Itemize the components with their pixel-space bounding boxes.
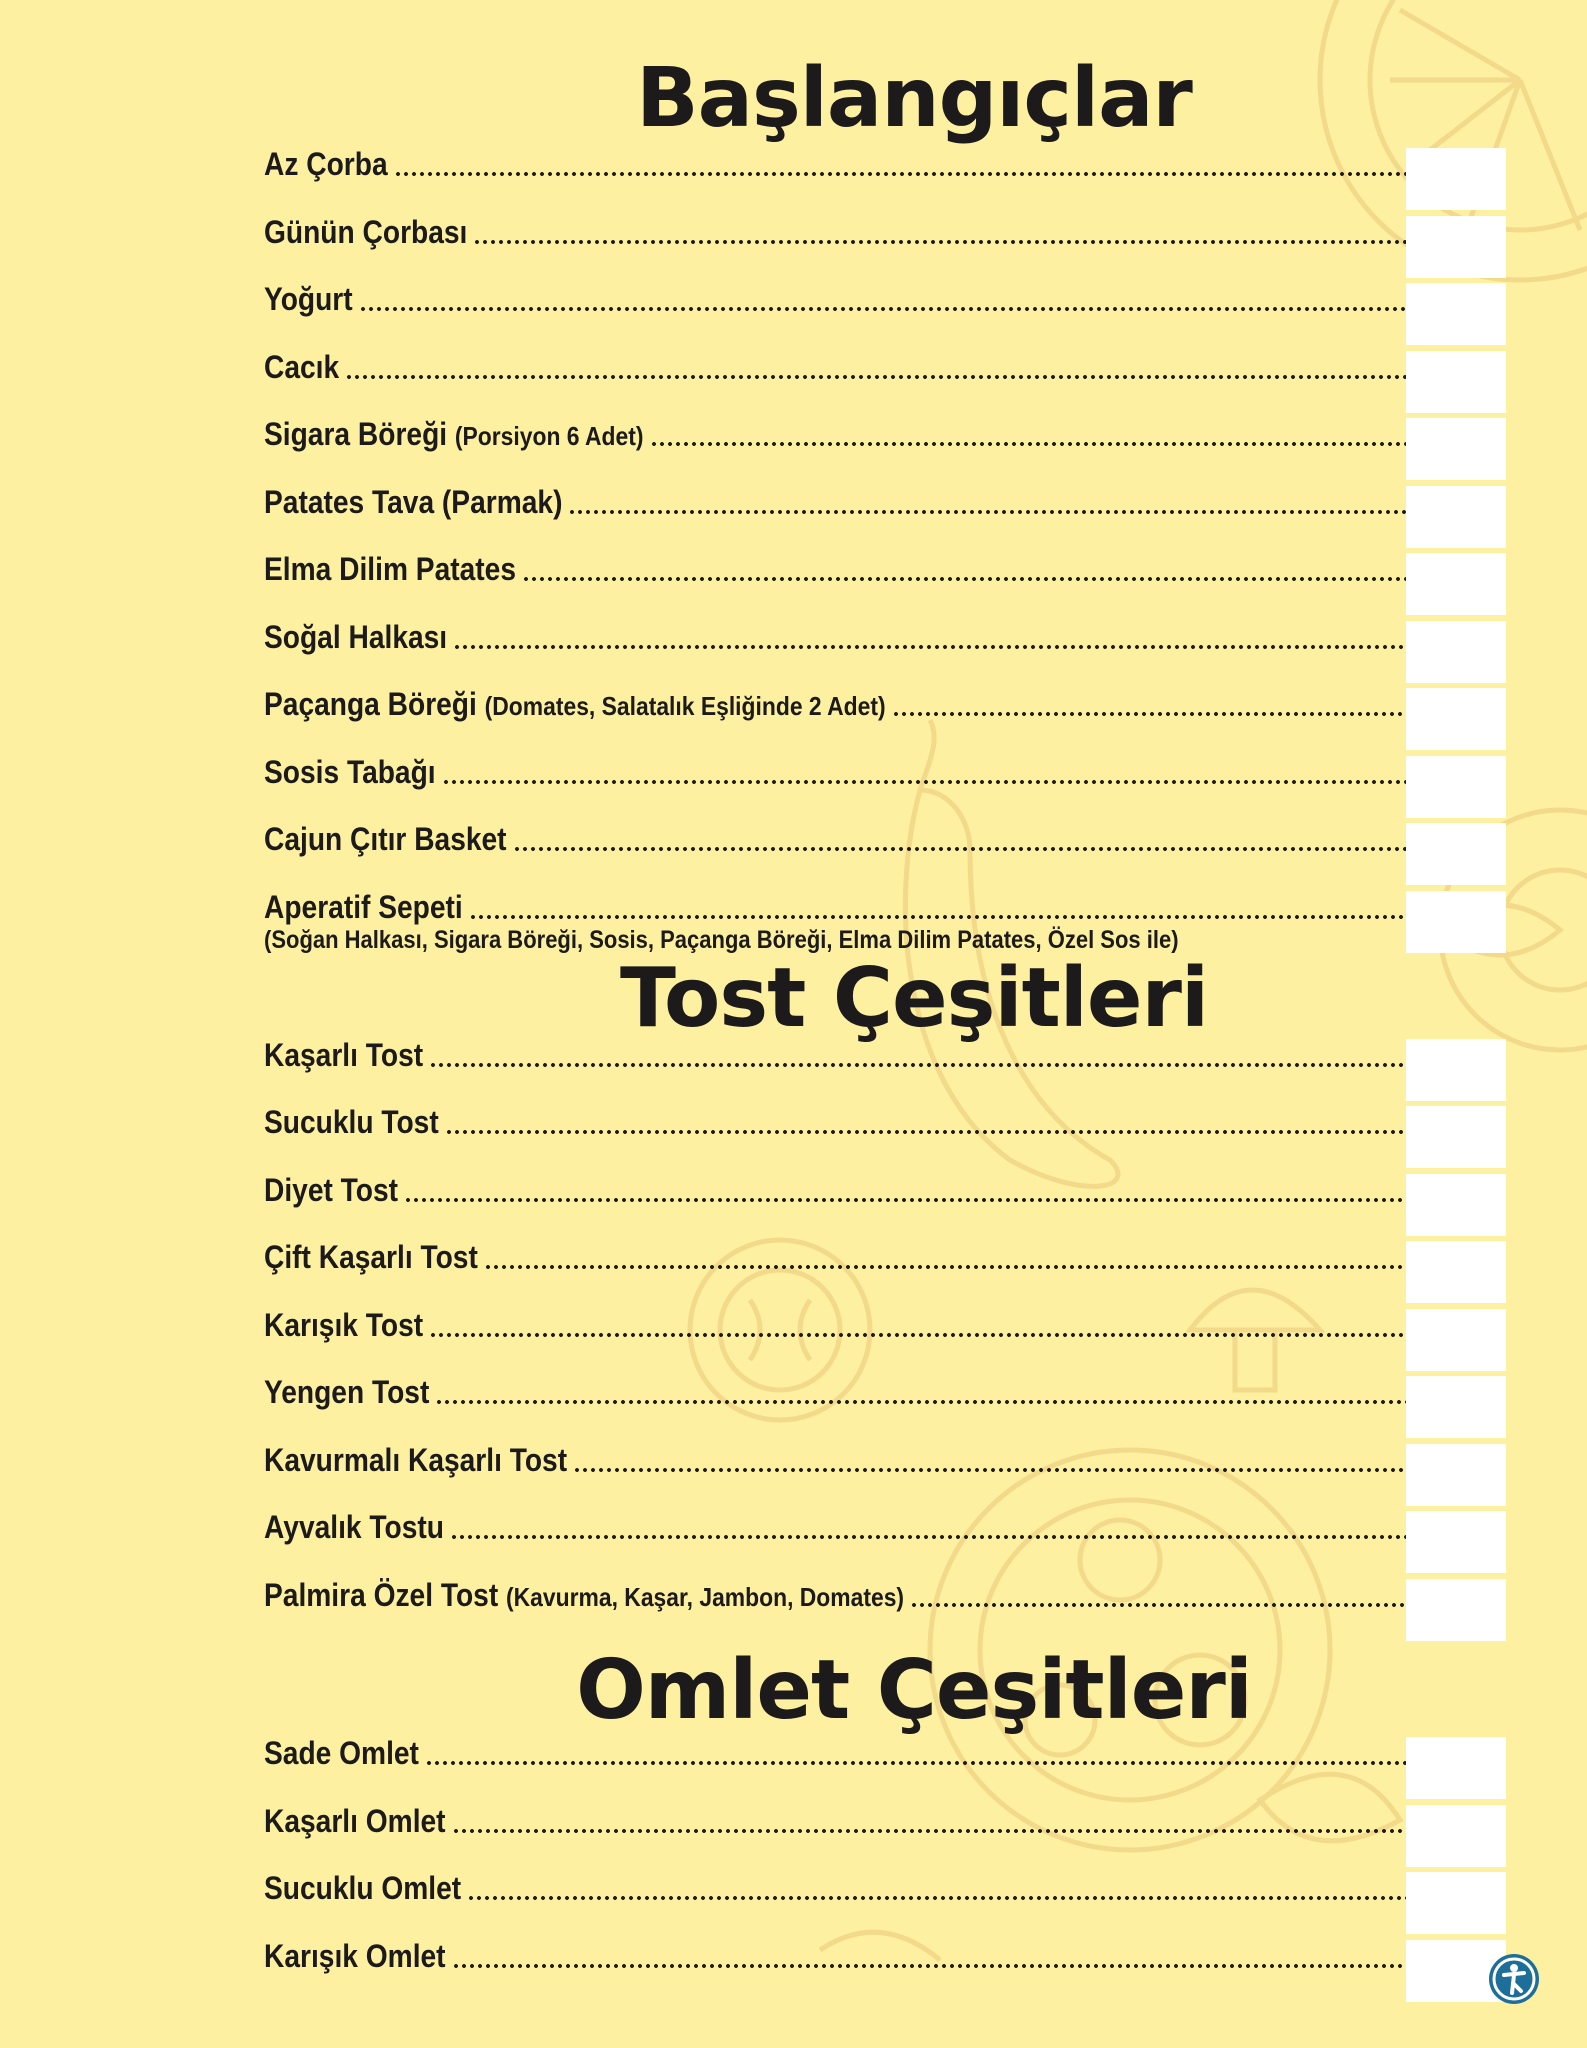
menu-item-name [264, 1106, 439, 1138]
menu-item [264, 791, 1406, 855]
menu-item [264, 1209, 1406, 1273]
menu-item [264, 1074, 1406, 1138]
menu-item-label: Sucuklu Tost [264, 1104, 439, 1140]
price-box [1406, 216, 1506, 278]
menu-item-label: Kaşarlı Tost [264, 1037, 424, 1073]
menu-item-label: Elma Dilim Patates [264, 551, 516, 587]
menu-item-name [264, 1940, 446, 1972]
menu-item-label: Kaşarlı Omlet [264, 1803, 446, 1839]
menu-item [264, 1007, 1406, 1071]
dotted-leader [404, 1198, 1406, 1202]
price-box [1406, 688, 1506, 750]
menu-item-label: Cajun Çıtır Basket [264, 821, 507, 857]
menu-item-label: Palmira Özel Tost [264, 1577, 499, 1613]
menu-item-label: Paçanga Böreği [264, 686, 477, 722]
price-box [1406, 553, 1506, 615]
section-title: Omlet Çeşitleri [576, 1643, 1252, 1738]
dotted-leader [425, 1761, 1406, 1765]
price-box [1406, 148, 1506, 210]
price-box [1406, 1511, 1506, 1573]
menu-item-label: Karışık Omlet [264, 1938, 446, 1974]
dotted-leader [453, 645, 1406, 649]
menu-item [264, 1344, 1406, 1408]
menu-item-name [264, 1444, 567, 1476]
menu-item-name [264, 891, 463, 923]
menu-item-name [264, 756, 436, 788]
menu-item-name [264, 1511, 444, 1543]
price-box [1406, 891, 1506, 953]
menu-item-label: Sucuklu Omlet [264, 1870, 462, 1906]
menu-item-name [264, 1872, 461, 1904]
menu-item-name [264, 553, 516, 585]
menu-item-name [264, 621, 447, 653]
dotted-leader [442, 780, 1406, 784]
price-box [1406, 486, 1506, 548]
menu-item-name [264, 1039, 423, 1071]
price-box [1406, 621, 1506, 683]
menu-item-name [264, 1241, 478, 1273]
menu-item-label: Kavurmalı Kaşarlı Tost [264, 1442, 568, 1478]
price-box [1406, 1444, 1506, 1506]
menu-item-name [264, 283, 353, 315]
menu-item-label: Az Çorba [264, 146, 388, 182]
price-box [1406, 756, 1506, 818]
dotted-leader [394, 172, 1406, 176]
menu-item [264, 386, 1406, 450]
menu-item [264, 1840, 1406, 1904]
dotted-leader [473, 240, 1406, 244]
price-box [1406, 823, 1506, 885]
price-box [1406, 1376, 1506, 1438]
menu-item [264, 1277, 1406, 1341]
menu-item-name [264, 486, 562, 518]
menu-item-name [264, 1309, 423, 1341]
dotted-leader [450, 1535, 1406, 1539]
dotted-leader [435, 1400, 1406, 1404]
price-box [1406, 1579, 1506, 1641]
accessibility-badge-icon[interactable] [1488, 1953, 1540, 2005]
menu-item-name [264, 351, 339, 383]
price-box [1406, 1309, 1506, 1371]
menu-item-label: Günün Çorbası [264, 214, 468, 250]
dotted-leader [522, 577, 1406, 581]
dotted-leader [650, 442, 1407, 446]
menu-item-name [264, 1737, 419, 1769]
dotted-leader [452, 1829, 1406, 1833]
menu-item-name [264, 148, 388, 180]
menu-item-label: Aperatif Sepeti [264, 889, 463, 925]
menu-item-label: Karışık Tost [264, 1307, 424, 1343]
menu-item-label: Yengen Tost [264, 1374, 430, 1410]
menu-item [264, 656, 1406, 720]
menu-item [264, 1412, 1406, 1476]
dotted-leader [359, 307, 1406, 311]
dotted-leader [892, 712, 1406, 716]
price-box [1406, 1872, 1506, 1934]
price-box [1406, 1174, 1506, 1236]
menu-item [264, 1547, 1406, 1611]
menu-item [264, 319, 1406, 383]
menu-item-note: (Kavurma, Kaşar, Jambon, Domates) [506, 1582, 905, 1612]
menu-item [264, 521, 1406, 585]
menu-item [264, 1908, 1406, 1972]
price-box [1406, 351, 1506, 413]
menu-item-note: (Porsiyon 6 Adet) [454, 421, 644, 451]
menu-item [264, 184, 1406, 248]
menu-item-name [264, 216, 467, 248]
menu-item-label: Ayvalık Tostu [264, 1509, 444, 1545]
dotted-leader [429, 1333, 1406, 1337]
menu-item [264, 589, 1406, 653]
dotted-leader [452, 1964, 1406, 1968]
menu-item-label: Cacık [264, 349, 340, 385]
menu-item [264, 859, 1406, 923]
menu-item [264, 1773, 1406, 1837]
dotted-leader [429, 1063, 1406, 1067]
menu-item-name [264, 1174, 398, 1206]
menu-item-label: Patates Tava (Parmak) [264, 484, 563, 520]
menu-item-label: Yoğurt [264, 281, 353, 317]
dotted-leader [513, 847, 1406, 851]
price-box [1406, 1737, 1506, 1799]
menu-item-name [264, 1579, 904, 1611]
price-box [1406, 1805, 1506, 1867]
section-title: Tost Çeşitleri [619, 951, 1209, 1046]
price-box [1406, 1039, 1506, 1101]
dotted-leader [484, 1265, 1406, 1269]
menu-item [264, 1705, 1406, 1769]
menu-item [264, 454, 1406, 518]
menu-item-name [264, 688, 886, 720]
price-box [1406, 418, 1506, 480]
menu-item-description: (Soğan Halkası, Sigara Böreği, Sosis, Paçanga Böreği, Elma Dilim Patates, Özel Sos ile) [264, 926, 1179, 954]
menu-item-label: Diyet Tost [264, 1172, 399, 1208]
dotted-leader [345, 375, 1406, 379]
menu-item-name [264, 418, 644, 450]
menu-item-label: Soğal Halkası [264, 619, 448, 655]
dotted-leader [568, 510, 1406, 514]
menu-item [264, 251, 1406, 315]
menu-item [264, 116, 1406, 180]
price-box [1406, 1106, 1506, 1168]
dotted-leader [573, 1468, 1406, 1472]
menu-item-label: Çift Kaşarlı Tost [264, 1239, 478, 1275]
menu-item-label: Sigara Böreği [264, 416, 448, 452]
menu-item [264, 1142, 1406, 1206]
menu-item-note: (Domates, Salatalık Eşliğinde 2 Adet) [484, 691, 886, 721]
menu-item-label: Sade Omlet [264, 1735, 419, 1771]
menu-item-name [264, 1805, 446, 1837]
price-box [1406, 283, 1506, 345]
price-box [1406, 1241, 1506, 1303]
section-title: Başlangıçlar [636, 51, 1192, 146]
dotted-leader [445, 1130, 1406, 1134]
menu-item-label: Sosis Tabağı [264, 754, 436, 790]
dotted-leader [469, 915, 1406, 919]
dotted-leader [910, 1603, 1406, 1607]
menu-item [264, 1479, 1406, 1543]
menu-item-name [264, 1376, 429, 1408]
menu-item [264, 724, 1406, 788]
dotted-leader [467, 1896, 1406, 1900]
menu-item-name [264, 823, 507, 855]
